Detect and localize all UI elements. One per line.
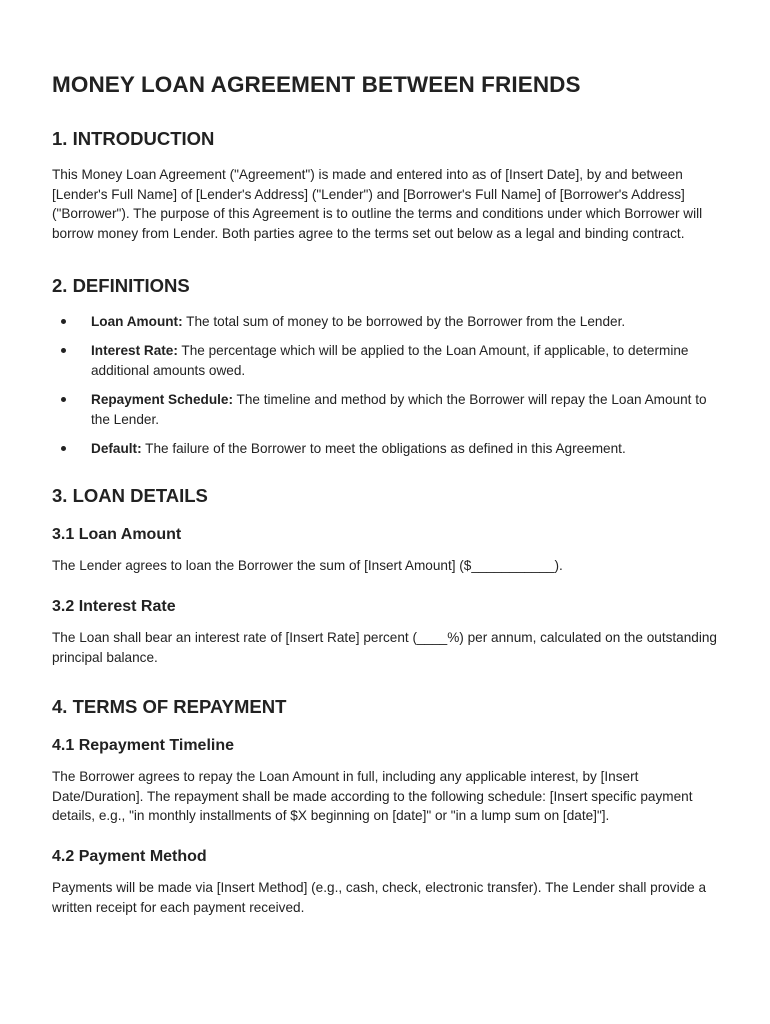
payment-method-paragraph: Payments will be made via [Insert Method] (e.g., cash, check, electronic transfer). The Lender shall provide a written receipt for each payment received. (52, 880, 707, 915)
definition-text: The failure of the Borrower to meet the obligations as defined in this Agreement. (141, 440, 626, 456)
section-heading-terms-of-repayment: 4. TERMS OF REPAYMENT (52, 696, 287, 718)
subsection-interest-rate (52, 597, 720, 667)
definition-term: Interest Rate: (91, 343, 178, 359)
section-terms-of-repayment (52, 695, 720, 917)
definition-item-loan-amount (52, 312, 720, 332)
bullet-icon (61, 348, 66, 353)
definition-text: The percentage which will be applied to the Loan Amount, if applicable, to determine additional amounts owed. (91, 343, 689, 379)
bullet-icon (61, 397, 66, 402)
bullet-icon (61, 446, 66, 451)
loan-amount-paragraph: The Lender agrees to loan the Borrower the sum of [Insert Amount] ($___________). (52, 558, 563, 574)
definition-item-repayment-schedule (52, 390, 720, 429)
bullet-icon (61, 319, 66, 324)
section-introduction (52, 127, 720, 243)
definition-item-default (52, 439, 720, 459)
interest-rate-paragraph: The Loan shall bear an interest rate of [Insert Rate] percent (____%) per annum, calculated on the outstanding principal balance. (52, 630, 717, 665)
introduction-paragraph: This Money Loan Agreement ("Agreement") is made and entered into as of [Insert Date], by and between [Lender's Full Name] of [Lender's Address] ("Lender") and [Borrower's Full Name] of [Borrower's Address] ("Borrower"). The purpose of this Agreement is to outline the terms and conditions under which Borrower will borrow money from Lender. Both parties agree to the terms set out below as a legal and binding contract. (52, 167, 703, 241)
subsection-repayment-timeline (52, 736, 720, 826)
subsection-heading-loan-amount: 3.1 Loan Amount (52, 526, 182, 544)
section-heading-definitions: 2. DEFINITIONS (52, 275, 190, 297)
subsection-heading-interest-rate: 3.2 Interest Rate (52, 598, 176, 616)
definition-term: Repayment Schedule: (91, 392, 234, 408)
definition-text: The timeline and method by which the Borrower will repay the Loan Amount to the Lender. (91, 392, 707, 427)
section-heading-introduction: 1. INTRODUCTION (52, 128, 215, 149)
subsection-heading-payment-method: 4.2 Payment Method (52, 848, 207, 865)
definition-term: Default: (91, 440, 142, 456)
definition-item-interest-rate (52, 341, 720, 380)
section-definitions (52, 274, 720, 458)
definition-text: The total sum of money to be borrowed by the Borrower from the Lender. (182, 314, 626, 330)
section-loan-details (52, 484, 720, 667)
definitions-list (52, 312, 720, 458)
subsection-loan-amount (52, 525, 720, 576)
subsection-heading-repayment-timeline: 4.1 Repayment Timeline (52, 737, 234, 755)
subsection-payment-method (52, 847, 720, 917)
repayment-timeline-paragraph: The Borrower agrees to repay the Loan Amount in full, including any applicable interest, by [Insert Date/Duration]. The repayment shall be made according to the following schedule: [Insert specific payment details, e.g., "in monthly installments of $X beginning on [date]" or "in a lump sum on [date]"]. (52, 769, 693, 824)
section-heading-loan-details: 3. LOAN DETAILS (52, 485, 208, 507)
definition-term: Loan Amount: (91, 314, 183, 330)
document-title: MONEY LOAN AGREEMENT BETWEEN FRIENDS (52, 72, 581, 97)
